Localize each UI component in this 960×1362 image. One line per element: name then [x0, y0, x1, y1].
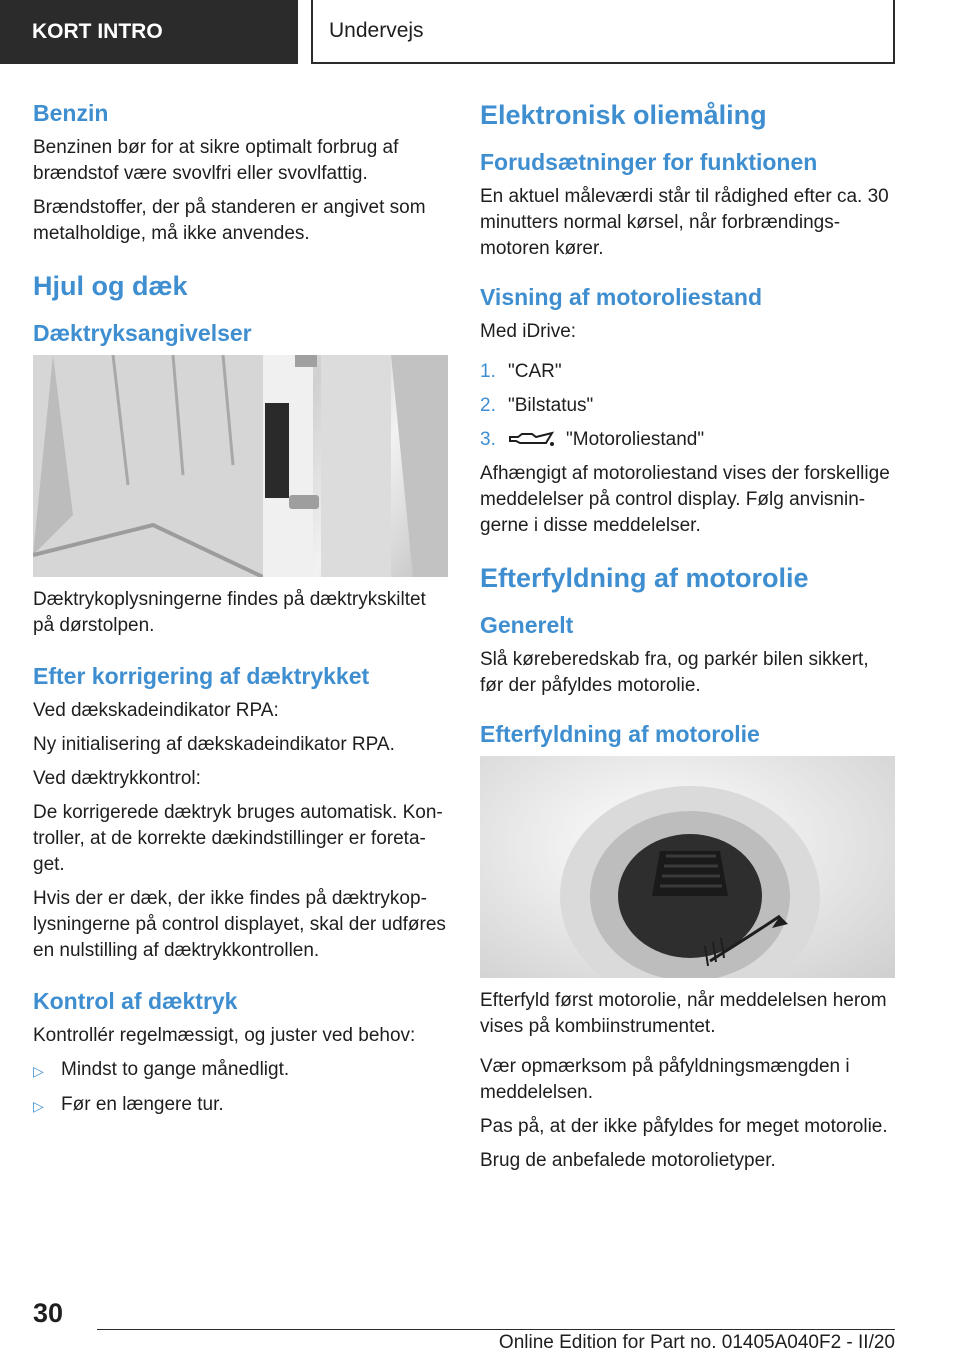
efter-paragraph-1: Ved dækskadeindikator RPA:: [33, 700, 279, 721]
efterfyldning-sub-heading: Efterfyldning af motorolie: [480, 721, 760, 747]
step-number: 3.: [480, 429, 496, 450]
visning-steps: [480, 359, 895, 453]
kontrol-paragraph-1: Kontrollér regelmæssigt, og juster ved behov:: [33, 1025, 416, 1046]
forudsaetninger-heading: Forudsætninger for funktionen: [480, 149, 818, 175]
bullet-text: Før en længere tur.: [61, 1094, 224, 1115]
header-section-label: KORT INTRO: [32, 20, 163, 43]
step-number: 2.: [480, 395, 496, 416]
step-text: "CAR": [508, 361, 562, 382]
oil-can-icon: [508, 429, 556, 451]
benzin-heading: Benzin: [33, 100, 109, 126]
door-pillar-illustration: [33, 355, 448, 577]
visning-heading: Visning af motoroliestand: [480, 284, 762, 310]
visning-paragraph-1: Med iDrive:: [480, 321, 577, 342]
list-item: [480, 359, 895, 385]
oil-cap-photo: [480, 756, 895, 978]
right-column: [480, 100, 895, 1182]
list-item: [480, 393, 895, 419]
triangle-bullet-icon: ▷: [33, 1098, 44, 1114]
efterfyld-paragraph-b: Vær opmærksom på påfyldningsmængden i meddelelsen.: [480, 1056, 850, 1103]
efter-korrigering-heading: Efter korrigering af dæktrykket: [33, 663, 370, 689]
step-text: "Bilstatus": [508, 395, 594, 416]
header-chapter-label: Undervejs: [329, 19, 424, 42]
photo-caption: Dæktrykoplysningerne findes på dæktrykskiltet på dørstolpen.: [33, 589, 426, 636]
edition-note: Online Edition for Part no. 01405A040F2 - II/20: [498, 1332, 895, 1353]
left-column: [33, 100, 448, 1127]
generelt-paragraph-1: Slå køreberedskab fra, og parkér bilen sikkert, før der påfyldes motorolie.: [480, 649, 869, 696]
efter-paragraph-5: Hvis der er dæk, der ikke findes på dæktrykoplysningerne på control displayet, skal der udføres en nulstilling af dæktrykkontrollen.: [33, 888, 446, 961]
efterfyld-paragraph-d: Brug de anbefalede motorolietyper.: [480, 1150, 776, 1171]
generelt-heading: Generelt: [480, 612, 574, 638]
footer-divider: [97, 1329, 895, 1330]
oliemaaling-heading: Elektronisk oliemåling: [480, 100, 767, 130]
efterfyldning-heading: Efterfyldning af motorolie: [480, 563, 809, 593]
efter-paragraph-3: Ved dæktrykkontrol:: [33, 768, 201, 789]
kontrol-heading: Kontrol af dæktryk: [33, 988, 238, 1014]
triangle-bullet-icon: ▷: [33, 1063, 44, 1079]
list-item: [33, 1092, 448, 1119]
oil-cap-illustration: [480, 756, 895, 978]
header-section-tab: [0, 0, 298, 64]
list-item: [480, 427, 895, 453]
bullet-text: Mindst to gange månedligt.: [61, 1059, 290, 1080]
list-item: [33, 1057, 448, 1084]
hjul-heading: Hjul og dæk: [33, 271, 188, 301]
door-pillar-photo: [33, 355, 448, 577]
benzin-paragraph-2: Brændstoffer, der på standeren er angivet som metalholdige, må ikke anvendes.: [33, 197, 426, 244]
forud-paragraph-1: En aktuel måleværdi står til rådighed efter ca. 30 minutters normal kørsel, når forbrændingsmotoren kører.: [480, 186, 889, 259]
efterfyld-paragraph-a: Efterfyld først motorolie, når meddelelsen herom vises på kombiinstrumentet.: [480, 990, 887, 1037]
step-number: 1.: [480, 361, 496, 382]
daektryk-heading: Dæktryksangivelser: [33, 320, 252, 346]
kontrol-bullet-list: [33, 1057, 448, 1119]
efterfyld-paragraph-c: Pas på, at der ikke påfyldes for meget motorolie.: [480, 1116, 888, 1137]
benzin-paragraph-1: Benzinen bør for at sikre optimalt forbrug af brændstof være svovlfri eller svovlfattig.: [33, 137, 399, 184]
page-number: 30: [33, 1298, 64, 1328]
visning-paragraph-2: Afhængigt af motoroliestand vises der forskellige meddelelser på control display. Følg anvisningerne i disse meddelelser.: [480, 463, 890, 536]
efter-paragraph-2: Ny initialisering af dækskadeindikator RPA.: [33, 734, 395, 755]
header-chapter-tab: [311, 0, 895, 64]
step-text: "Motoroliestand": [566, 429, 705, 450]
efter-paragraph-4: De korrigerede dæktryk bruges automatisk. Kontroller, at de korrekte dækindstillinger er foretaget.: [33, 802, 443, 875]
